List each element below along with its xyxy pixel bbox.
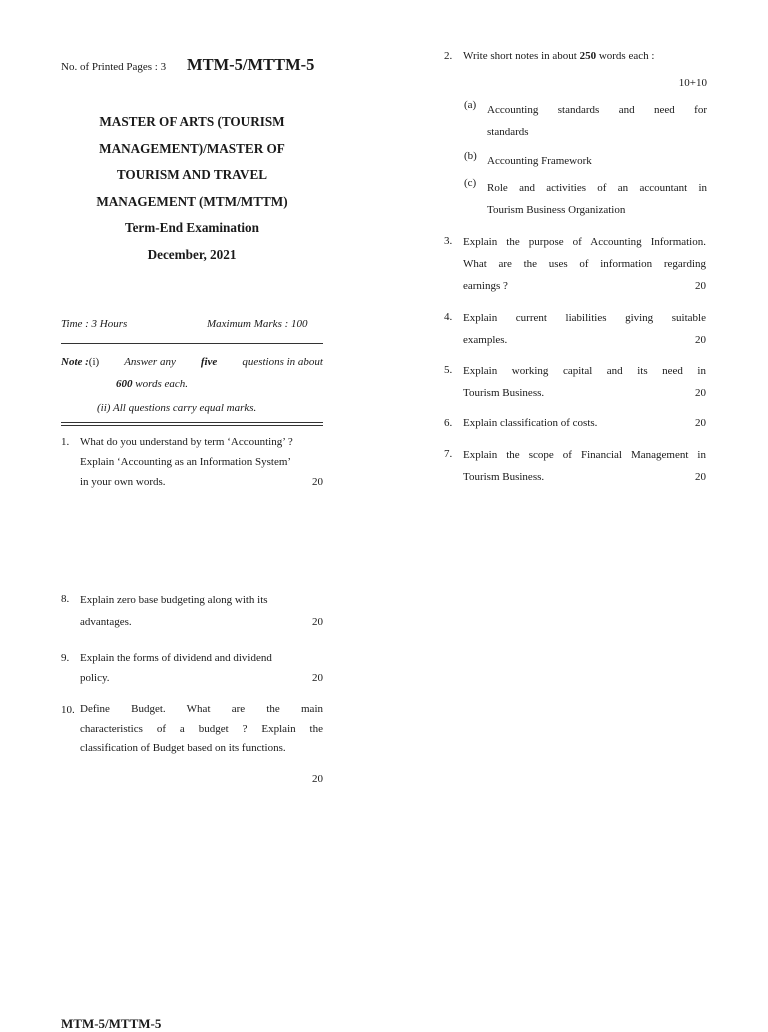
max-marks: Maximum Marks : 100 bbox=[207, 318, 308, 330]
text: Tourism Business. bbox=[463, 387, 545, 399]
question-line: Explain current liabilities giving suitable bbox=[463, 312, 706, 324]
question-number: 5. bbox=[444, 364, 453, 376]
question-line bbox=[80, 472, 323, 492]
sub-label: (b) bbox=[464, 150, 477, 162]
question-line bbox=[80, 611, 323, 633]
exam-type: Term-End Examination bbox=[125, 220, 259, 235]
question-line bbox=[463, 413, 706, 433]
question-line bbox=[463, 382, 706, 404]
question-line: What are the uses of information regarding bbox=[463, 258, 706, 270]
sub-label: (c) bbox=[464, 177, 477, 189]
text: What do you understand by term ‘Accounting’ ? bbox=[80, 436, 293, 448]
sub-line: Accounting standards and need for bbox=[487, 104, 707, 116]
question-text bbox=[80, 432, 323, 492]
question-text bbox=[463, 360, 706, 404]
question-marks: 20 bbox=[312, 616, 323, 628]
question-line bbox=[80, 432, 323, 452]
question-line: Explain the scope of Financial Management in bbox=[463, 449, 706, 461]
question-text bbox=[463, 413, 706, 433]
footer-code: MTM-5/MTTM-5 bbox=[61, 1016, 162, 1031]
question-text bbox=[463, 46, 706, 66]
exam-time: Time : 3 Hours bbox=[61, 318, 128, 330]
question-number: 4. bbox=[444, 311, 453, 323]
question-line bbox=[463, 466, 706, 488]
text: policy. bbox=[80, 672, 110, 684]
question-marks: 20 bbox=[312, 773, 323, 785]
note-i-number: (i) bbox=[88, 356, 100, 368]
sub-text: Accounting Framework bbox=[487, 155, 592, 167]
text: Explain ‘Accounting as an Information System’ bbox=[80, 456, 292, 468]
question-text bbox=[463, 231, 706, 297]
word-count: 250 bbox=[579, 50, 597, 62]
exam-date: December, 2021 bbox=[147, 246, 237, 262]
note-label: Note : bbox=[61, 356, 89, 368]
question-number: 3. bbox=[444, 235, 453, 247]
question-marks: 20 bbox=[312, 476, 323, 488]
note-five: five bbox=[200, 356, 218, 368]
question-text bbox=[80, 589, 323, 633]
question-line: characteristics of a budget ? Explain the bbox=[80, 722, 323, 735]
question-number: 10. bbox=[61, 704, 75, 716]
sub-text bbox=[487, 177, 707, 221]
question-number: 1. bbox=[61, 436, 70, 448]
printed-pages: No. of Printed Pages : 3 bbox=[61, 61, 167, 73]
question-marks: 10+10 bbox=[678, 77, 707, 89]
question-marks: 20 bbox=[695, 417, 706, 429]
question-line bbox=[463, 275, 706, 297]
note-item-ii: (ii) All questions carry equal marks. bbox=[97, 402, 257, 414]
title-line: MANAGEMENT)/MASTER OF bbox=[99, 140, 285, 156]
title-line: MASTER OF ARTS (TOURISM bbox=[99, 114, 285, 129]
question-line bbox=[80, 668, 323, 688]
question-number: 9. bbox=[61, 652, 70, 664]
question-line bbox=[80, 452, 323, 472]
text: in your own words. bbox=[80, 476, 166, 488]
question-line: Define Budget. What are the main bbox=[80, 703, 323, 715]
text: examples. bbox=[463, 334, 508, 346]
text: earnings ? bbox=[463, 280, 508, 292]
question-text bbox=[463, 444, 706, 488]
question-line: Explain working capital and its need in bbox=[463, 365, 706, 377]
paper-code: MTM-5/MTTM-5 bbox=[187, 55, 315, 74]
note-600: 600 bbox=[116, 378, 133, 390]
sub-line: Role and activities of an accountant in bbox=[487, 182, 707, 194]
question-marks: 20 bbox=[312, 672, 323, 684]
note-item-i bbox=[61, 351, 323, 373]
question-marks: 20 bbox=[695, 471, 706, 483]
title-line: TOURISM AND TRAVEL bbox=[116, 167, 268, 182]
question-line: Explain the purpose of Accounting Information. bbox=[463, 236, 706, 248]
question-line bbox=[463, 329, 706, 351]
sub-line: standards bbox=[487, 126, 529, 138]
question-number: 8. bbox=[61, 593, 70, 605]
text: Explain classification of costs. bbox=[463, 417, 598, 429]
note-text: questions in about bbox=[242, 356, 323, 368]
text: Tourism Business. bbox=[463, 471, 545, 483]
question-line: Explain zero base budgeting along with its bbox=[80, 594, 268, 606]
text: words each : bbox=[598, 50, 655, 62]
text: advantages. bbox=[80, 616, 132, 628]
question-marks: 20 bbox=[695, 280, 706, 292]
sub-line: Tourism Business Organization bbox=[487, 204, 626, 216]
note-label-group bbox=[61, 351, 99, 373]
question-text bbox=[80, 648, 323, 688]
question-text bbox=[80, 700, 323, 759]
divider bbox=[61, 343, 323, 344]
note-item-i-cont bbox=[61, 373, 323, 395]
sub-label: (a) bbox=[464, 99, 477, 111]
question-number: 6. bbox=[444, 417, 453, 429]
sub-text bbox=[487, 99, 707, 143]
note-text: words each. bbox=[135, 378, 189, 390]
title-line: MANAGEMENT (MTM/MTTM) bbox=[96, 193, 288, 209]
question-marks: 20 bbox=[695, 387, 706, 399]
exam-title bbox=[62, 109, 322, 268]
question-text bbox=[463, 307, 706, 351]
question-number: 2. bbox=[444, 50, 453, 62]
question-line: Explain the forms of dividend and dividend bbox=[80, 652, 272, 664]
note-text: Answer any bbox=[124, 356, 176, 368]
instructions-note bbox=[61, 351, 323, 395]
question-marks: 20 bbox=[695, 334, 706, 346]
divider bbox=[61, 425, 323, 426]
question-number: 7. bbox=[444, 448, 453, 460]
question-line: classification of Budget based on its functions. bbox=[80, 742, 286, 754]
text: Write short notes in about bbox=[463, 50, 577, 62]
divider bbox=[61, 422, 323, 423]
